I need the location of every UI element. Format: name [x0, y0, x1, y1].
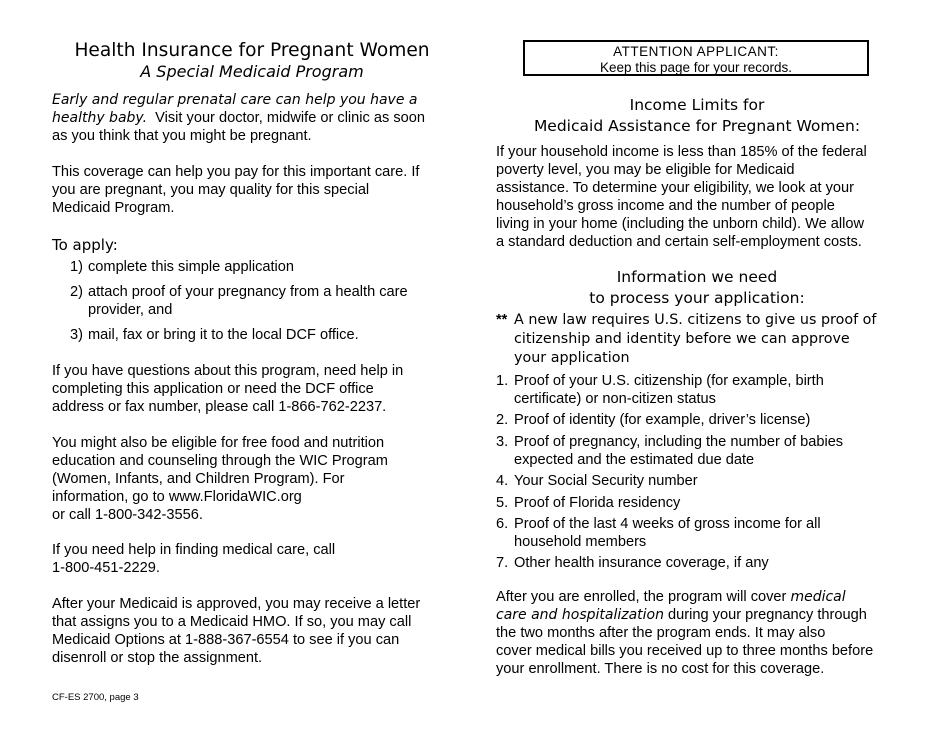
- income-heading-line-2: Medicaid Assistance for Pregnant Women:: [533, 117, 861, 135]
- asterisk-marker: **: [496, 312, 508, 328]
- attention-title: ATTENTION APPLICANT:: [613, 44, 779, 59]
- attention-note: Keep this page for your records.: [599, 60, 793, 75]
- apply-heading: To apply:: [52, 236, 118, 254]
- page-title: Health Insurance for Pregnant Women: [74, 40, 430, 61]
- income-heading-line-1: Income Limits for: [629, 96, 765, 114]
- intro-line-2: healthy baby. Visit your doctor, midwife or clinic as soon: [52, 110, 425, 126]
- page-footer: CF-ES 2700, page 3: [52, 692, 139, 703]
- attention-box: [523, 40, 869, 76]
- intro-italic-emphasis: healthy baby.: [52, 110, 148, 126]
- info-heading-line-2: to process your application:: [589, 289, 805, 307]
- intro-line-1: Early and regular prenatal care can help you have a: [52, 92, 418, 108]
- intro-line-3: as you think that you might be pregnant.: [52, 128, 312, 144]
- info-heading-line-1: Information we need: [616, 268, 778, 286]
- page-subtitle: A Special Medicaid Program: [140, 62, 364, 81]
